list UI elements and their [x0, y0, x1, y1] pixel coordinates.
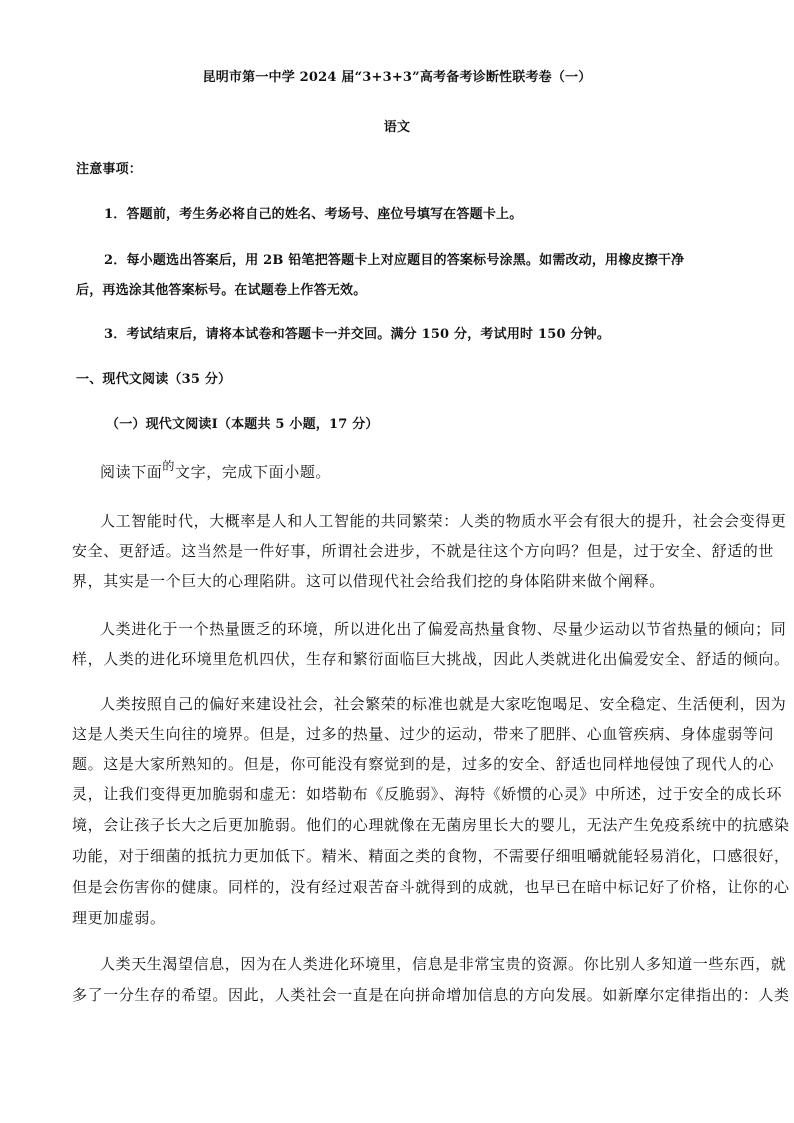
- p3-line: 功能，对于细菌的抵抗力更加低下。精米、精面之类的食物，不需要仔细咀嚼就能轻易消化，口感很好，: [72, 847, 790, 865]
- subject-title: 语文: [383, 120, 411, 135]
- exam-title: 昆明市第一中学 2024 届“3+3+3”高考备考诊断性联考卷（一）: [202, 70, 592, 85]
- p3-line: 这是人类天生向往的境界。但是，过多的热量、过少的运动，带来了肥胖、心血管疾病、身体虚弱等问: [72, 725, 775, 743]
- p4-line: 多了一分生存的希望。因此，人类社会一直是在向拼命增加信息的方向发展。如新摩尔定律指出的：人类: [72, 986, 790, 1004]
- instruction-superscript: 的: [162, 459, 176, 473]
- p2-line: 样，人类的进化环境里危机四伏，生存和繁衍面临巨大挑战，因此人类就进化出偏爱安全、舒适的倾向。: [72, 650, 790, 668]
- p4-line: 人类天生渴望信息，因为在人类进化环境里，信息是非常宝贵的资源。你比别人多知道一些东西，就: [100, 955, 787, 973]
- notes-heading: 注意事项：: [76, 162, 143, 177]
- note-item-2-line-2: 后，再选涂其他答案标号。在试题卷上作答无效。: [76, 283, 367, 298]
- section-subheading: （一）现代文阅读Ⅰ（本题共 5 小题，17 分）: [106, 417, 379, 432]
- p3-line: 理更加虚弱。: [72, 909, 166, 927]
- p3-line: 灵，让我们变得更加脆弱和虚无：如塔勒布《反脆弱》、海特《娇惯的心灵》中所述，过于安全的成长环: [72, 785, 783, 803]
- instruction-part-a: 阅读下面: [100, 463, 163, 481]
- p3-line: 题。这是大家所熟知的。但是，你可能没有察觉到的是，过多的安全、舒适也同样地侵蚀了现代人的心: [72, 755, 775, 773]
- note-item-3: 3．考试结束后，请将本试卷和答题卡一并交回。满分 150 分，考试用时 150 分钟。: [104, 327, 611, 342]
- p3-line: 人类按照自己的偏好来建设社会，社会繁荣的标准也就是大家吃饱喝足、安全稳定、生活便利，因为: [100, 695, 787, 713]
- p1-line: 人工智能时代，大概率是人和人工智能的共同繁荣：人类的物质水平会有很大的提升，社会会变得更: [100, 512, 787, 530]
- p3-line: 境，会让孩子长大之后更加脆弱。他们的心理就像在无菌房里长大的婴儿，无法产生免疫系统中的抗感染: [72, 816, 790, 834]
- section-heading: 一、现代文阅读（35 分）: [76, 372, 232, 387]
- p1-line: 安全、更舒适。这当然是一件好事，所谓社会进步，不就是往这个方向吗？但是，过于安全、舒适的世: [72, 542, 775, 560]
- note-item-2-line-1: 2．每小题选出答案后，用 2B 铅笔把答题卡上对应题目的答案标号涂黑。如需改动，用橡皮擦干净: [104, 253, 685, 268]
- p2-line: 人类进化于一个热量匮乏的环境，所以进化出了偏爱高热量食物、尽量少运动以节省热量的倾向；同: [100, 620, 787, 638]
- instruction-part-b: 文字，完成下面小题。: [175, 463, 332, 481]
- reading-instruction: [100, 461, 331, 482]
- note-item-1: 1．答题前，考生务必将自己的姓名、考场号、座位号填写在答题卡上。: [104, 207, 523, 222]
- p1-line: 界，其实是一个巨大的心理陷阱。这可以借现代社会给我们挖的身体陷阱来做个阐释。: [72, 572, 665, 590]
- p3-line: 但是会伤害你的健康。同样的，没有经过艰苦奋斗就得到的成就，也早已在暗中标记好了价格，让你的心: [72, 878, 790, 896]
